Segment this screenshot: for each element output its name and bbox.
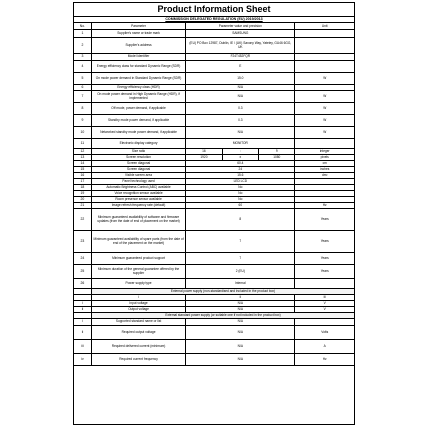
parameter-value: No — [186, 191, 295, 196]
parameter-label: Off mode, power demand, if applicable — [92, 103, 186, 114]
value-part: 1920 — [186, 155, 222, 160]
parameter-unit — [295, 197, 354, 202]
parameter-unit: W — [323, 93, 327, 98]
row-number: 8 — [74, 103, 92, 114]
row-number: 17 — [74, 179, 92, 184]
row-number: 15 — [74, 167, 92, 172]
parameter-unit — [295, 279, 354, 288]
row-number: ii — [74, 326, 92, 339]
table-row — [74, 354, 354, 366]
row-number: 25 — [74, 265, 92, 278]
row-number: 22 — [74, 209, 92, 230]
parameter-label: Input voltage — [92, 301, 186, 306]
value-part: : — [223, 149, 259, 154]
parameter-label: Minimum guaranteed product support — [92, 253, 186, 264]
parameter-value: 2 (EU) — [186, 265, 295, 278]
parameter-label: Supplier's address — [92, 38, 186, 53]
table-row — [74, 30, 354, 38]
row-number: 4 — [74, 61, 92, 72]
parameter-unit — [295, 319, 354, 325]
parameter-label: Minimum guaranteed availability of software and firmware updates (from the date of end of placement on the market) — [92, 209, 186, 230]
row-number: 16 — [74, 173, 92, 178]
parameter-value: MONITOR — [186, 139, 295, 148]
parameter-label: Output voltage — [92, 307, 186, 312]
document-subtitle: COMMISSION DELEGATED REGULATION (EU) 2019/2013 — [74, 17, 354, 23]
parameter-value: 7 — [186, 253, 295, 264]
external-std-psu-heading: External standard power supply (or suitable one if not included in the product box) — [92, 313, 354, 318]
parameter-label: Networked standby mode power demand, if applicable — [92, 127, 186, 138]
table-row — [74, 340, 354, 354]
parameter-value: E — [186, 61, 295, 72]
value-part: x — [223, 155, 259, 160]
table-row — [74, 115, 354, 127]
row-number — [74, 313, 92, 318]
parameter-unit — [295, 61, 354, 72]
parameter-unit: Years — [320, 255, 329, 260]
table-row — [74, 127, 354, 139]
parameter-unit: W — [323, 129, 327, 134]
parameter-label: Voice recognition sensor available — [92, 191, 186, 196]
parameter-value: N/A — [186, 340, 295, 353]
parameter-unit: V — [323, 307, 326, 311]
parameter-unit — [295, 185, 354, 190]
parameter-value: Internal — [186, 279, 295, 288]
row-number — [74, 295, 92, 300]
parameter-value: SAMSUNG — [186, 30, 295, 37]
parameter-label: Required output voltage — [92, 326, 186, 339]
parameter-label: Minimum duration of the general guarantee offered by the supplier — [92, 265, 186, 278]
row-number: 10 — [74, 127, 92, 138]
table-row — [74, 73, 354, 85]
parameter-label: Visible screen area — [92, 173, 186, 178]
row-number: 12 — [74, 149, 92, 154]
parameter-value: N/A — [186, 91, 295, 102]
parameter-unit: pixels — [320, 155, 329, 159]
row-number: 11 — [74, 139, 92, 148]
table-header — [74, 23, 354, 30]
parameter-value: N/A — [186, 326, 295, 339]
parameter-unit: Years — [320, 268, 329, 273]
parameter-value: 0.3 — [186, 115, 295, 126]
sub-header-cell: i — [92, 295, 186, 300]
parameter-unit: inches — [320, 167, 330, 171]
parameter-value: 60 — [186, 203, 295, 208]
row-number: 3 — [74, 54, 92, 60]
row-number: i — [74, 301, 92, 306]
parameter-label: Electronic display category — [92, 139, 186, 148]
parameter-unit: Years — [320, 238, 329, 243]
parameter-unit: dm² — [321, 173, 328, 177]
sub-header-cell: ii — [186, 295, 295, 300]
table-row — [74, 54, 354, 61]
row-number: 7 — [74, 91, 92, 102]
parameter-label: Minimum guaranteed availability of spare parts (from the date of end of the placement on the market) — [92, 231, 186, 252]
row-number: 14 — [74, 161, 92, 166]
table-row — [74, 231, 354, 253]
parameter-value: N/A — [186, 319, 295, 325]
parameter-label: Screen resolution — [92, 155, 186, 160]
parameter-label: Supported standard name or list — [92, 319, 186, 325]
parameter-label: Supplier's name or trade mark — [92, 30, 186, 37]
table-row — [74, 61, 354, 73]
parameter-unit — [295, 38, 354, 53]
column-header-no: No. — [74, 23, 92, 29]
table-row — [74, 38, 354, 54]
parameter-value: N/A — [186, 307, 295, 312]
parameter-label: Screen diagonal — [92, 167, 186, 172]
table-body — [74, 30, 354, 366]
row-number: iii — [74, 340, 92, 353]
row-number: 21 — [74, 203, 92, 208]
column-header-value: Parameter value and precision — [186, 23, 295, 29]
parameter-label: Energy efficiency class for standard Dynamic Range (SDR) — [92, 61, 186, 72]
row-number: 24 — [74, 253, 92, 264]
parameter-label: On mode power demand in Standard Dynamic Range (SDR) — [92, 73, 186, 84]
parameter-unit — [295, 85, 354, 90]
table-row — [74, 139, 354, 149]
parameter-unit: A — [323, 343, 326, 348]
document-title: Product Information Sheet — [74, 3, 354, 17]
parameter-unit — [295, 54, 354, 60]
parameter-label: Standby mode power demand, if applicable — [92, 115, 186, 126]
row-number — [74, 289, 92, 294]
table-row — [74, 279, 354, 289]
row-number: 6 — [74, 85, 92, 90]
parameter-label: Screen diagonal — [92, 161, 186, 166]
row-number: 20 — [74, 197, 92, 202]
row-number: 18 — [74, 185, 92, 190]
column-header-parameter: Parameter — [92, 23, 186, 29]
parameter-unit — [295, 139, 354, 148]
parameter-unit: V — [323, 301, 326, 305]
value-part: 1080 — [273, 155, 281, 159]
parameter-unit: integer — [319, 149, 330, 153]
row-number: 1 — [74, 30, 92, 37]
parameter-label: On mode power demand in High Dynamic Range (HDR), if implemented — [92, 91, 186, 102]
parameter-value: No — [186, 197, 295, 202]
row-number: 13 — [74, 155, 92, 160]
row-number: iv — [74, 354, 92, 365]
row-number: 9 — [74, 115, 92, 126]
table-row — [74, 91, 354, 103]
column-header-unit: Unit — [321, 24, 328, 28]
value-part: 9 — [275, 149, 278, 153]
parameter-value: 15.0 — [186, 73, 295, 84]
row-number: 19 — [74, 191, 92, 196]
parameter-unit — [295, 30, 354, 37]
row-number: 26 — [74, 279, 92, 288]
row-number: i — [74, 319, 92, 325]
value-part: 16 — [186, 149, 222, 154]
parameter-value: No — [186, 185, 295, 190]
parameter-value: 60.4 — [186, 161, 295, 166]
parameter-unit: Volts — [321, 329, 329, 334]
parameter-value: N/A — [186, 85, 295, 90]
parameter-value: N/A — [186, 301, 295, 306]
parameter-value: 0.3 — [186, 103, 295, 114]
table-row — [74, 319, 354, 326]
row-number: 2 — [74, 38, 92, 53]
parameter-value: (EU) PO Box 12987, Dublin, IE / (UK) Saxony Way, Yateley, GU46 6GG, UK — [186, 38, 295, 53]
parameter-value-split — [186, 149, 295, 154]
table-row — [74, 253, 354, 265]
parameter-value: 24 — [186, 167, 295, 172]
table-row — [74, 265, 354, 279]
parameter-unit: W — [323, 75, 327, 80]
parameter-unit: W — [323, 105, 327, 110]
parameter-value: 15.6 — [186, 173, 295, 178]
parameter-label: Energy efficiency class (HDR) — [92, 85, 186, 90]
parameter-value: 7 — [186, 231, 295, 252]
row-number: 23 — [74, 231, 92, 252]
parameter-label: Automatic Brightness Control (ABC) available — [92, 185, 186, 190]
parameter-unit: W — [323, 117, 327, 122]
parameter-value-split — [186, 155, 295, 160]
table-row — [74, 209, 354, 231]
parameter-label: Size ratio — [92, 149, 186, 154]
parameter-value: F24T452FQR — [186, 54, 295, 60]
parameter-label: Panel technology used — [92, 179, 186, 184]
external-psu-heading: External power supply (non-standardised and included in the product box) — [92, 289, 354, 294]
parameter-unit: Hz — [322, 203, 327, 207]
parameter-unit: Hz — [322, 356, 327, 361]
parameter-value: LED LCD — [186, 179, 295, 184]
parameter-unit — [295, 191, 354, 196]
parameter-value: 8 — [186, 209, 295, 230]
parameter-label: Model identifier — [92, 54, 186, 60]
parameter-unit: cm — [322, 161, 327, 165]
sub-header-cell: iii — [323, 295, 326, 299]
parameter-label: Required delivered current (minimum) — [92, 340, 186, 353]
parameter-label: Required current frequency — [92, 354, 186, 365]
row-number: 5 — [74, 73, 92, 84]
table-row — [74, 103, 354, 115]
table-row — [74, 326, 354, 340]
parameter-value: N/A — [186, 127, 295, 138]
product-information-sheet — [73, 2, 355, 425]
parameter-label: Room presence sensor available — [92, 197, 186, 202]
parameter-label: Power supply type — [92, 279, 186, 288]
row-number: ii — [74, 307, 92, 312]
parameter-unit: Years — [320, 216, 329, 221]
parameter-unit — [295, 179, 354, 184]
parameter-value: N/A — [186, 354, 295, 365]
parameter-label: Image refresh frequency rate (default) — [92, 203, 186, 208]
